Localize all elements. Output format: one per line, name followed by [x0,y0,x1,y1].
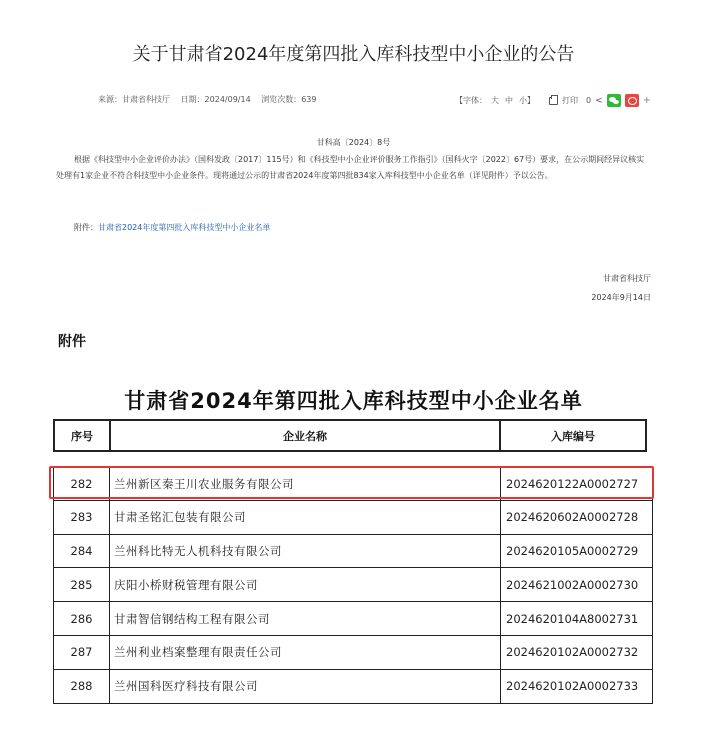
view-count: 浏览次数：639 [261,95,317,104]
row-company-name: 甘肃智信钢结构工程有限公司 [110,602,501,635]
table-row [53,670,653,704]
share-count: 0 [586,96,592,105]
row-no: 283 [54,501,110,534]
table-row [53,602,653,636]
row-no: 287 [54,636,110,669]
header-entry-code: 入库编号 [551,429,595,443]
signer: 甘肃省科技厅 [603,274,651,283]
row-entry-code: 2024621002A0002730 [506,577,639,592]
row-entry-code: 2024620102A0002733 [506,679,639,694]
row-company-name: 庆阳小桥财税管理有限公司 [110,568,501,601]
row-entry-code: 2024620104A8002731 [506,611,639,626]
share-icon[interactable]: < [595,95,603,106]
header-company-name: 企业名称 [111,421,501,450]
table-row [53,568,653,602]
row-entry-code: 2024620602A0002728 [506,510,639,525]
row-company-name: 兰州国科医疗科技有限公司 [110,670,501,703]
row-company-name: 甘肃圣铭汇包装有限公司 [110,501,501,534]
source-label: 来源：甘肃省科技厅 [98,95,170,104]
company-table [53,467,653,704]
attachment-heading: 附件 [58,334,86,350]
print-icon[interactable] [549,97,558,105]
row-company-name: 兰州利业档案整理有限责任公司 [110,636,501,669]
row-no: 285 [54,568,110,601]
attachment-label: 附件： [74,223,98,232]
print-button[interactable]: 打印 [562,96,578,105]
announcement-body: 根据《科技型中小企业评价办法》（国科发政〔2017〕115号）和《科技型中小企业评价服务工作指引》（国科火字〔2022〕67号）要求，在公示期间经异议核实处理有1家企业不符合科技型中小企业条件。现将通过公示的甘肃省2024年度第四批834家入库科技型中小企业名单（详见附件）予以公告。 [56,155,645,180]
document-number: 甘科高〔2024〕8号 [316,138,391,147]
publish-date: 日期：2024/09/14 [180,95,251,104]
table-header [53,419,647,452]
header-no: 序号 [55,421,111,450]
row-no: 284 [54,535,110,568]
font-large-button[interactable]: 大 [491,96,499,105]
row-entry-code: 2024620102A0002732 [506,645,639,660]
page-title: 关于甘肃省2024年度第四批入库科技型中小企业的公告 [132,44,575,65]
meta-bar [0,94,707,108]
highlight-box [49,466,654,499]
table-row [53,535,653,569]
row-no: 286 [54,602,110,635]
attachment-line [74,222,270,233]
row-entry-code: 2024620122A0002727 [506,476,639,491]
table-row [53,501,653,535]
more-share-icon[interactable]: + [642,95,652,106]
font-medium-button[interactable]: 中 [505,96,513,105]
row-company-name: 兰州科比特无人机科技有限公司 [110,535,501,568]
list-title: 甘肃省2024年第四批入库科技型中小企业名单 [124,389,583,413]
weibo-icon[interactable] [625,94,639,107]
row-no: 288 [54,670,110,703]
font-size-label: 【字体： [455,96,487,105]
row-company-name: 兰州新区秦王川农业服务有限公司 [110,468,501,500]
row-no: 282 [54,468,110,500]
table-row [53,636,653,670]
sign-date: 2024年9月14日 [591,293,651,302]
wechat-icon[interactable] [607,94,621,107]
row-entry-code: 2024620105A0002729 [506,543,639,558]
meta-info [98,94,324,105]
attachment-link[interactable]: 甘肃省2024年度第四批入库科技型中小企业名单 [98,223,271,232]
meta-tools [455,94,655,107]
font-small-button[interactable]: 小】 [519,96,535,105]
